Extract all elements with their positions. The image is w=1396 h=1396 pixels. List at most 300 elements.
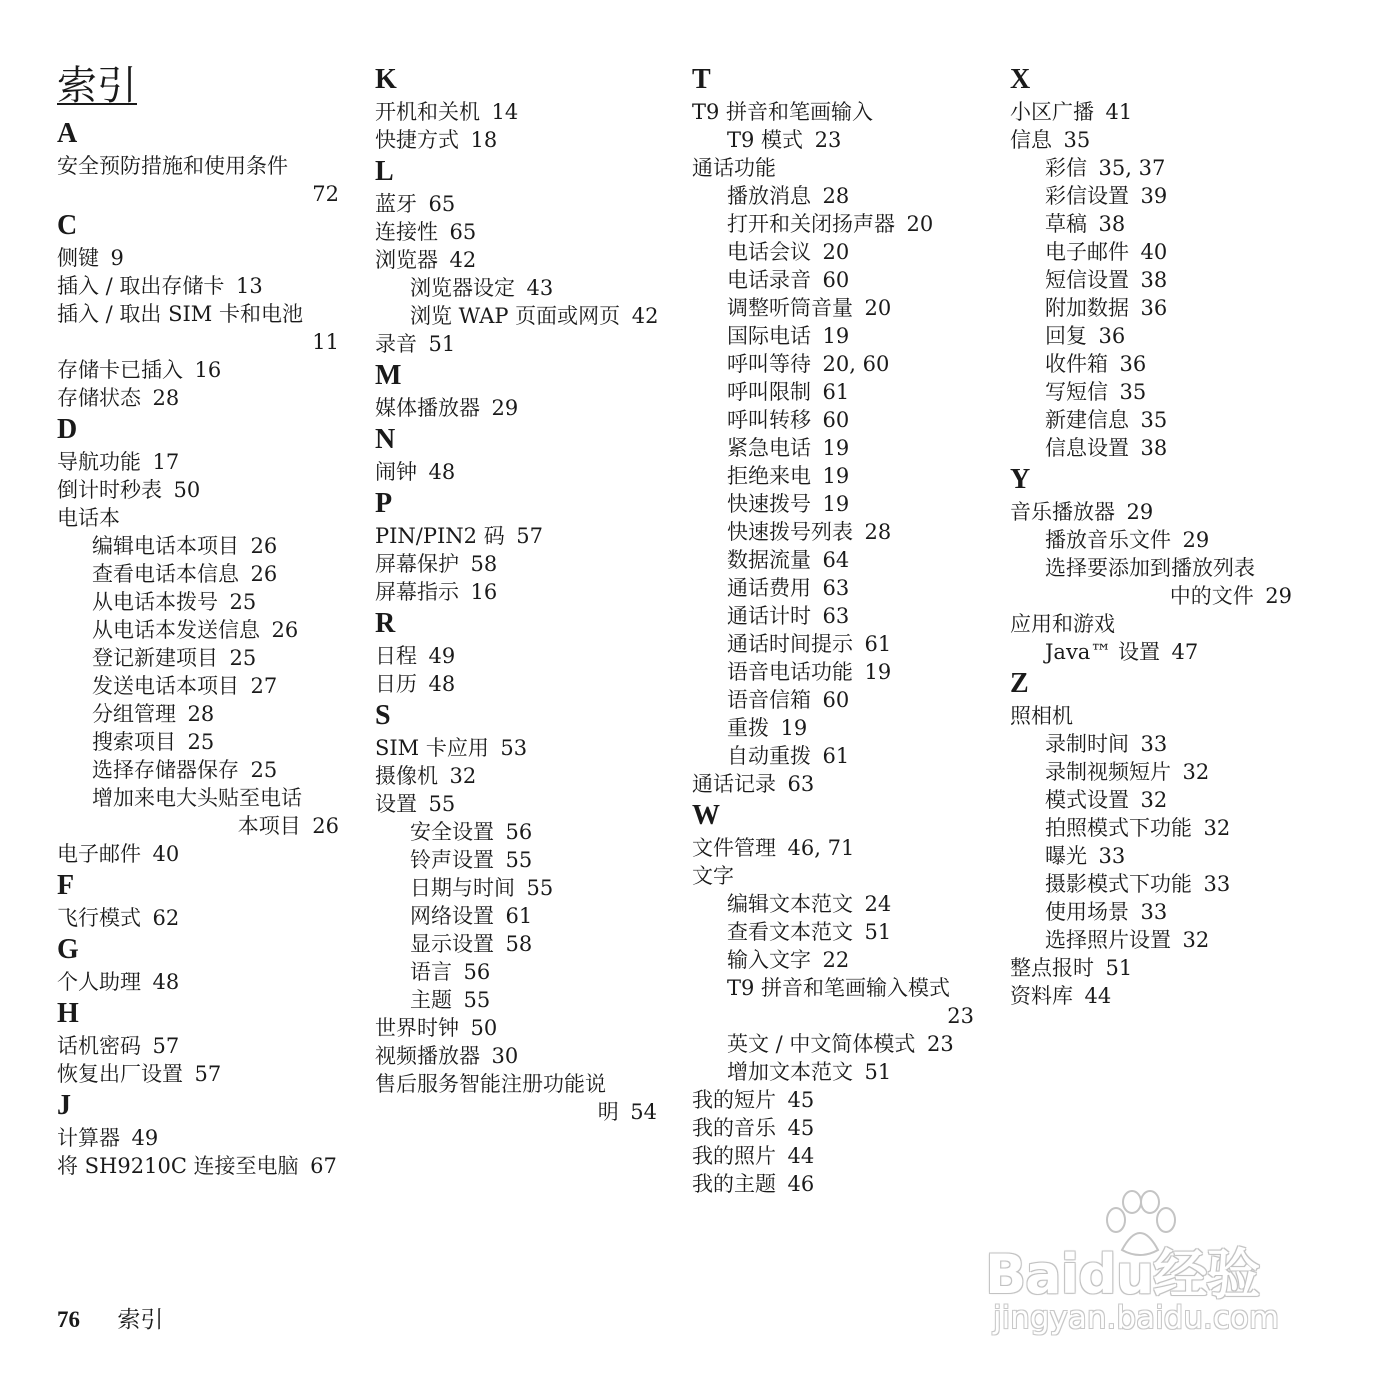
- index-page-ref: 51: [1105, 956, 1133, 980]
- index-subentry: [1010, 554, 1310, 582]
- index-term: PIN/PIN2 码: [375, 524, 505, 548]
- index-entry: [57, 244, 357, 272]
- index-page-ref: 50: [470, 1016, 498, 1040]
- index-term: 新建信息: [1045, 408, 1129, 432]
- index-page-ref: 25: [187, 730, 215, 754]
- index-entry-continuation: [375, 1098, 675, 1126]
- index-term: 英文 / 中文简体模式: [727, 1032, 916, 1056]
- index-page-ref: 23: [926, 1032, 954, 1056]
- index-term: 摄像机: [375, 764, 438, 788]
- index-page-ref: 65: [428, 192, 456, 216]
- index-page-ref: 61: [864, 632, 892, 656]
- index-term: 本项目: [237, 814, 301, 838]
- index-subentry: [692, 378, 992, 406]
- index-page-ref: 29: [1126, 500, 1154, 524]
- index-page-ref: 64: [822, 548, 850, 572]
- index-subentry: [375, 958, 675, 986]
- index-page-ref: 57: [516, 524, 543, 548]
- index-entry: [1010, 702, 1310, 730]
- index-term: 从电话本拨号: [92, 590, 218, 614]
- index-term: 存储状态: [57, 386, 141, 410]
- index-entry: [57, 476, 357, 504]
- index-term: 侧键: [57, 246, 99, 270]
- index-term: 照相机: [1010, 704, 1073, 728]
- index-subentry: [692, 490, 992, 518]
- index-subentry: [692, 686, 992, 714]
- index-term: 显示设置: [410, 932, 494, 956]
- index-page-ref: 54: [630, 1100, 657, 1124]
- index-term: 文字: [692, 864, 734, 888]
- index-subentry: [57, 728, 357, 756]
- index-entry-continuation: [57, 812, 357, 840]
- index-page-ref: 28: [864, 520, 892, 544]
- index-letter-heading: K: [375, 64, 397, 95]
- index-term: 呼叫限制: [727, 380, 811, 404]
- index-term: 飞行模式: [57, 906, 141, 930]
- index-entry: [375, 522, 675, 550]
- index-entry: [692, 770, 992, 798]
- index-term: 音乐播放器: [1010, 500, 1115, 524]
- index-letter-heading: H: [57, 998, 79, 1029]
- index-entry: [692, 98, 992, 126]
- index-subentry: [375, 274, 675, 302]
- index-term: 蓝牙: [375, 192, 417, 216]
- index-entry: [57, 504, 357, 532]
- index-subentry: [1010, 266, 1310, 294]
- index-page-ref: 23: [947, 1004, 974, 1028]
- index-term: 选择照片设置: [1045, 928, 1171, 952]
- index-term: 增加文本范文: [727, 1060, 853, 1084]
- index-page-ref: 38: [1140, 268, 1168, 292]
- baidu-watermark: [985, 1190, 1325, 1340]
- index-entry: [692, 862, 992, 890]
- index-page-ref: 56: [463, 960, 491, 984]
- index-entry: [1010, 982, 1310, 1010]
- index-term: 语音信箱: [727, 688, 811, 712]
- index-page-ref: 33: [1140, 900, 1168, 924]
- index-subentry: [692, 322, 992, 350]
- index-page-ref: 43: [526, 276, 554, 300]
- index-term: 主题: [410, 988, 452, 1012]
- index-subentry: [692, 918, 992, 946]
- index-column-2: [375, 62, 675, 1126]
- index-page-ref: 35: [1063, 128, 1091, 152]
- index-term: 分组管理: [92, 702, 176, 726]
- index-term: 连接性: [375, 220, 438, 244]
- index-term: 信息设置: [1045, 436, 1129, 460]
- index-term: 通话费用: [727, 576, 811, 600]
- index-term: 信息: [1010, 128, 1052, 152]
- index-term: 应用和游戏: [1010, 612, 1115, 636]
- index-entry: [692, 154, 992, 182]
- index-entry: [57, 1124, 357, 1152]
- index-page-ref: 60: [822, 408, 850, 432]
- index-page-ref: 16: [470, 580, 498, 604]
- index-page-ref: 58: [470, 552, 498, 576]
- index-term: 世界时钟: [375, 1016, 459, 1040]
- index-term: 屏幕指示: [375, 580, 459, 604]
- index-page-ref: 46: [787, 1172, 815, 1196]
- index-page-ref: 16: [194, 358, 222, 382]
- index-page-ref: 11: [312, 330, 339, 354]
- index-term: 我的短片: [692, 1088, 776, 1112]
- index-term: 紧急电话: [727, 436, 811, 460]
- index-entry-continuation: [692, 1002, 992, 1030]
- index-subentry: [1010, 638, 1310, 666]
- index-term: 浏览器设定: [410, 276, 515, 300]
- index-column-1: [57, 116, 357, 1180]
- index-term: 语音电话功能: [727, 660, 853, 684]
- index-page-ref: 44: [1084, 984, 1112, 1008]
- index-page-ref: 32: [1203, 816, 1231, 840]
- index-term: 浏览器: [375, 248, 438, 272]
- index-term: 快捷方式: [375, 128, 459, 152]
- index-page-ref: 32: [1182, 928, 1210, 952]
- index-subentry: [57, 784, 357, 812]
- index-page-ref: 39: [1140, 184, 1168, 208]
- index-page-ref: 45: [787, 1116, 815, 1140]
- index-term: 拍照模式下功能: [1045, 816, 1192, 840]
- index-term: 调整听筒音量: [727, 296, 853, 320]
- index-page-ref: 38: [1140, 436, 1168, 460]
- index-page-ref: 9: [110, 246, 124, 270]
- index-page-ref: 55: [526, 876, 554, 900]
- index-entry: [375, 734, 675, 762]
- index-page-ref: 51: [864, 1060, 892, 1084]
- index-page-ref: 38: [1098, 212, 1126, 236]
- index-page-ref: 17: [152, 450, 180, 474]
- watermark-logo-text: Baidu经验: [985, 1243, 1260, 1306]
- index-page-ref: 25: [250, 758, 278, 782]
- index-page-ref: 22: [822, 948, 850, 972]
- index-page-ref: 26: [312, 814, 339, 838]
- index-subentry: [1010, 814, 1310, 842]
- index-subentry: [692, 890, 992, 918]
- index-term: 快速拨号列表: [727, 520, 853, 544]
- index-page-ref: 13: [235, 274, 263, 298]
- index-term: 增加来电大头贴至电话: [92, 786, 302, 810]
- index-page-ref: 28: [152, 386, 180, 410]
- index-entry: [692, 834, 992, 862]
- index-page-ref: 55: [428, 792, 456, 816]
- index-page-ref: 40: [152, 842, 180, 866]
- index-page-ref: 40: [1140, 240, 1168, 264]
- index-subentry: [1010, 322, 1310, 350]
- index-term: 计算器: [57, 1126, 120, 1150]
- index-letter-heading: F: [57, 870, 75, 901]
- index-entry-continuation: [57, 328, 357, 356]
- index-subentry: [57, 616, 357, 644]
- index-subentry: [57, 756, 357, 784]
- index-subentry: [1010, 434, 1310, 462]
- index-page-ref: 72: [312, 182, 339, 206]
- index-page-ref: 33: [1098, 844, 1126, 868]
- index-entry: [375, 1014, 675, 1042]
- index-subentry: [692, 266, 992, 294]
- index-subentry: [1010, 786, 1310, 814]
- index-letter-heading: D: [57, 414, 78, 445]
- index-term: 模式设置: [1045, 788, 1129, 812]
- index-term: 闹钟: [375, 460, 417, 484]
- index-term: 铃声设置: [410, 848, 494, 872]
- index-entry: [57, 300, 357, 328]
- index-subentry: [1010, 154, 1310, 182]
- index-page-ref: 25: [229, 590, 257, 614]
- index-page-ref: 42: [449, 248, 477, 272]
- index-subentry: [692, 742, 992, 770]
- index-subentry: [692, 946, 992, 974]
- index-entry-continuation: [1010, 582, 1310, 610]
- index-page-ref: 20: [906, 212, 934, 236]
- index-entry: [375, 790, 675, 818]
- index-term: 倒计时秒表: [57, 478, 162, 502]
- index-page-ref: 26: [271, 618, 299, 642]
- page-number: 76: [57, 1307, 80, 1332]
- index-page-ref: 62: [152, 906, 180, 930]
- index-subentry: [57, 588, 357, 616]
- index-term: 电子邮件: [1045, 240, 1129, 264]
- index-term: 彩信: [1045, 156, 1087, 180]
- index-term: 附加数据: [1045, 296, 1129, 320]
- index-subentry: [1010, 294, 1310, 322]
- index-entry: [57, 840, 357, 868]
- index-page-ref: 28: [187, 702, 215, 726]
- index-term: 明: [597, 1100, 619, 1124]
- index-entry: [375, 1042, 675, 1070]
- index-letter-heading: S: [375, 700, 391, 731]
- index-page-ref: 36: [1140, 296, 1168, 320]
- index-page-ref: 29: [1182, 528, 1210, 552]
- index-page-ref: 29: [1265, 584, 1292, 608]
- index-term: 话机密码: [57, 1034, 141, 1058]
- index-entry: [375, 330, 675, 358]
- index-entry: [375, 550, 675, 578]
- index-page-ref: 61: [505, 904, 533, 928]
- index-term: 录音: [375, 332, 417, 356]
- index-subentry: [375, 930, 675, 958]
- index-term: 整点报时: [1010, 956, 1094, 980]
- index-term: 查看电话本信息: [92, 562, 239, 586]
- index-subentry: [692, 546, 992, 574]
- index-entry: [375, 218, 675, 246]
- index-page-ref: 50: [173, 478, 201, 502]
- index-term: 播放消息: [727, 184, 811, 208]
- index-entry: [57, 968, 357, 996]
- index-term: 播放音乐文件: [1045, 528, 1171, 552]
- index-letter-heading: N: [375, 424, 396, 455]
- index-subentry: [375, 846, 675, 874]
- index-term: 开机和关机: [375, 100, 480, 124]
- index-subentry: [1010, 842, 1310, 870]
- index-subentry: [1010, 898, 1310, 926]
- index-term: 浏览 WAP 页面或网页: [410, 304, 621, 328]
- index-letter-heading: G: [57, 934, 79, 965]
- index-subentry: [375, 818, 675, 846]
- index-term: 摄影模式下功能: [1045, 872, 1192, 896]
- index-page-ref: 19: [822, 464, 850, 488]
- index-term: 呼叫等待: [727, 352, 811, 376]
- index-page-ref: 63: [822, 604, 850, 628]
- index-subentry: [375, 874, 675, 902]
- index-term: 输入文字: [727, 948, 811, 972]
- index-page-ref: 51: [864, 920, 892, 944]
- index-term: 选择存储器保存: [92, 758, 239, 782]
- index-subentry: [57, 560, 357, 588]
- index-term: 设置: [375, 792, 417, 816]
- index-subentry: [1010, 758, 1310, 786]
- index-entry: [1010, 610, 1310, 638]
- index-letter-heading: T: [692, 64, 711, 95]
- index-term: 网络设置: [410, 904, 494, 928]
- index-entry: [375, 670, 675, 698]
- index-page-ref: 19: [780, 716, 808, 740]
- index-subentry: [692, 630, 992, 658]
- index-term: SIM 卡应用: [375, 736, 489, 760]
- index-page-ref: 63: [787, 772, 815, 796]
- index-page-ref: 33: [1203, 872, 1231, 896]
- index-subentry: [1010, 526, 1310, 554]
- index-term: 编辑电话本项目: [92, 534, 239, 558]
- index-page-ref: 51: [428, 332, 456, 356]
- index-term: 安全预防措施和使用条件: [57, 154, 288, 178]
- index-subentry: [692, 210, 992, 238]
- index-page-ref: 19: [822, 492, 850, 516]
- index-page-ref: 53: [500, 736, 528, 760]
- index-page-ref: 57: [194, 1062, 222, 1086]
- index-term: 日期与时间: [410, 876, 515, 900]
- index-page-ref: 41: [1105, 100, 1133, 124]
- index-page-ref: 45: [787, 1088, 815, 1112]
- index-subentry: [1010, 350, 1310, 378]
- index-page-ref: 36: [1119, 352, 1147, 376]
- index-page-ref: 20, 60: [822, 352, 890, 376]
- index-term: 录制时间: [1045, 732, 1129, 756]
- index-subentry: [692, 714, 992, 742]
- index-entry: [375, 126, 675, 154]
- index-letter-heading: R: [375, 608, 396, 639]
- index-term: 通话功能: [692, 156, 776, 180]
- index-subentry: [692, 406, 992, 434]
- index-entry: [692, 1086, 992, 1114]
- index-page-ref: 26: [250, 534, 278, 558]
- index-term: 我的音乐: [692, 1116, 776, 1140]
- index-term: 通话计时: [727, 604, 811, 628]
- index-term: 通话记录: [692, 772, 776, 796]
- index-term: 短信设置: [1045, 268, 1129, 292]
- index-page-ref: 56: [505, 820, 533, 844]
- index-page-ref: 24: [864, 892, 892, 916]
- index-term: 售后服务智能注册功能说: [375, 1072, 606, 1096]
- index-term: 数据流量: [727, 548, 811, 572]
- index-page-ref: 44: [787, 1144, 815, 1168]
- index-page-ref: 20: [864, 296, 892, 320]
- index-entry: [375, 98, 675, 126]
- index-term: 快速拨号: [727, 492, 811, 516]
- index-term: T9 模式: [727, 128, 804, 152]
- index-entry: [1010, 98, 1310, 126]
- index-page-ref: 25: [229, 646, 257, 670]
- index-entry: [1010, 954, 1310, 982]
- index-entry: [375, 1070, 675, 1098]
- index-letter-heading: C: [57, 210, 78, 241]
- index-entry: [57, 448, 357, 476]
- index-column-4: [1010, 62, 1310, 1010]
- index-term: 从电话本发送信息: [92, 618, 260, 642]
- index-term: 我的照片: [692, 1144, 776, 1168]
- index-subentry: [1010, 210, 1310, 238]
- index-term: 编辑文本范文: [727, 892, 853, 916]
- index-page-ref: 60: [822, 268, 850, 292]
- index-page-ref: 63: [822, 576, 850, 600]
- index-entry: [375, 246, 675, 274]
- index-term: 屏幕保护: [375, 552, 459, 576]
- index-page-ref: 27: [250, 674, 278, 698]
- index-subentry: [692, 294, 992, 322]
- index-page-ref: 32: [449, 764, 477, 788]
- index-term: 电话本: [57, 506, 120, 530]
- index-term: 选择要添加到播放列表: [1045, 556, 1255, 580]
- index-term: 安全设置: [410, 820, 494, 844]
- index-entry: [57, 1060, 357, 1088]
- index-entry: [375, 642, 675, 670]
- index-subentry: [692, 238, 992, 266]
- index-page-ref: 47: [1171, 640, 1199, 664]
- page-title: 索引: [57, 63, 137, 109]
- index-letter-heading: M: [375, 360, 402, 391]
- index-letter-heading: J: [57, 1090, 71, 1121]
- index-term: 重拨: [727, 716, 769, 740]
- index-subentry: [692, 434, 992, 462]
- index-entry: [375, 190, 675, 218]
- index-page-ref: 49: [428, 644, 456, 668]
- index-page-ref: 20: [822, 240, 850, 264]
- index-term: 搜索项目: [92, 730, 176, 754]
- index-entry: [375, 458, 675, 486]
- index-subentry: [375, 302, 675, 330]
- index-subentry: [1010, 378, 1310, 406]
- index-page-ref: 58: [505, 932, 533, 956]
- index-term: 查看文本范文: [727, 920, 853, 944]
- index-page-ref: 48: [428, 672, 456, 696]
- index-term: 曝光: [1045, 844, 1087, 868]
- index-term: 彩信设置: [1045, 184, 1129, 208]
- index-page-ref: 65: [449, 220, 477, 244]
- index-term: 媒体播放器: [375, 396, 480, 420]
- index-entry: [375, 762, 675, 790]
- index-term: 插入 / 取出 SIM 卡和电池: [57, 302, 303, 326]
- index-page-ref: 48: [152, 970, 180, 994]
- index-entry: [57, 356, 357, 384]
- index-subentry: [692, 574, 992, 602]
- index-term: 电话会议: [727, 240, 811, 264]
- index-term: 拒绝来电: [727, 464, 811, 488]
- index-entry-continuation: [57, 180, 357, 208]
- index-page-ref: 36: [1098, 324, 1126, 348]
- index-term: 我的主题: [692, 1172, 776, 1196]
- index-page-ref: 18: [470, 128, 498, 152]
- index-page-ref: 61: [822, 380, 850, 404]
- index-entry: [57, 272, 357, 300]
- index-entry: [1010, 498, 1310, 526]
- index-letter-heading: Y: [1010, 464, 1031, 495]
- watermark-url: jingyan.baidu.com: [993, 1300, 1280, 1336]
- index-subentry: [1010, 238, 1310, 266]
- index-term: 写短信: [1045, 380, 1108, 404]
- index-entry: [375, 578, 675, 606]
- index-subentry: [692, 658, 992, 686]
- index-entry: [57, 1152, 357, 1180]
- index-page-ref: 48: [428, 460, 456, 484]
